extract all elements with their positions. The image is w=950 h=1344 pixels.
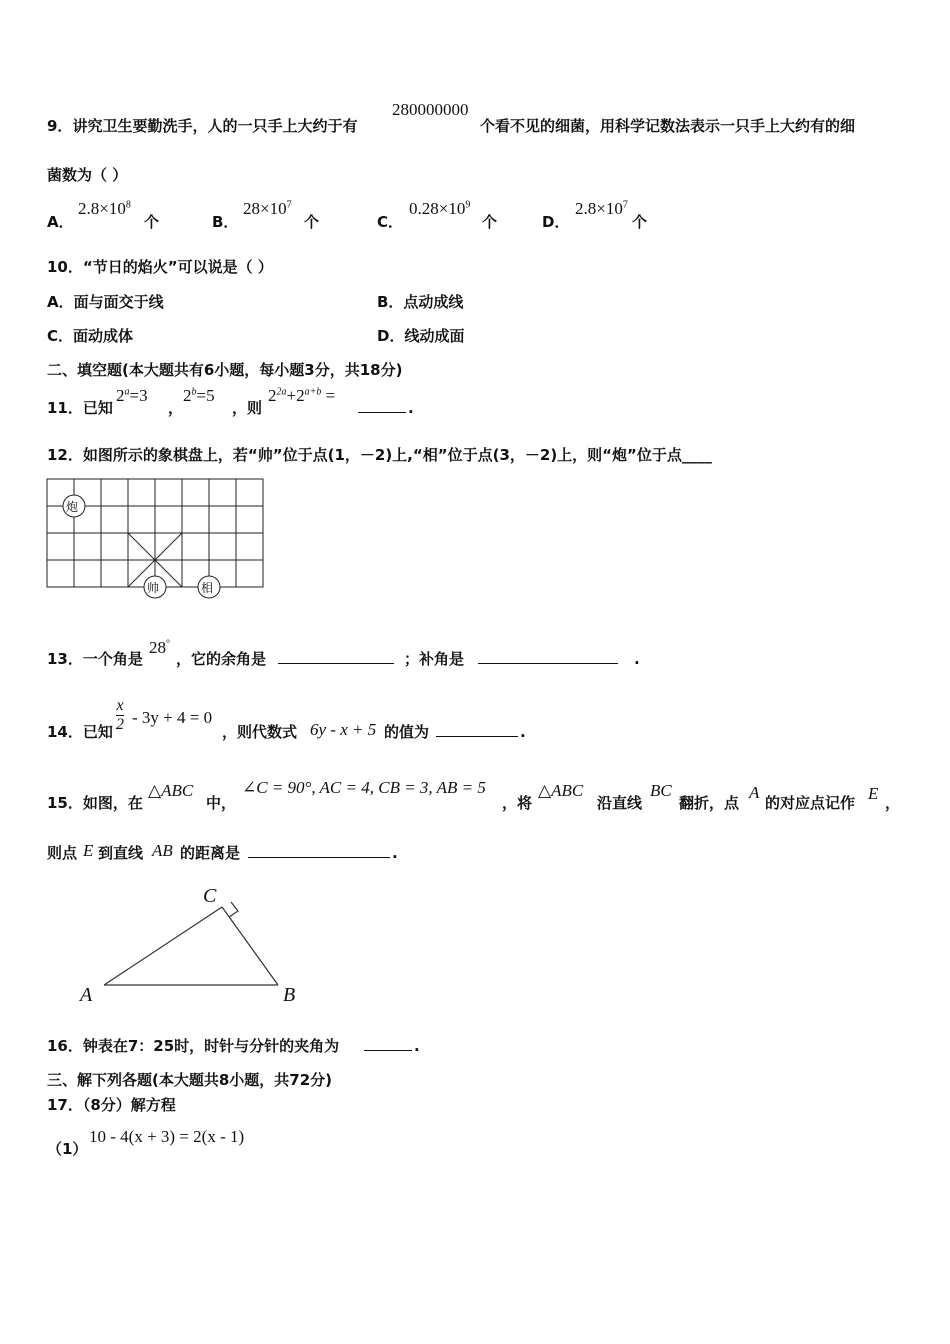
piece-shuai-label: 帅 [147,581,160,595]
q10-option-d: D．线动成面 [377,327,465,345]
q15-prefix: 15．如图，在 [47,794,143,812]
q15-conditions: ∠C = 90°, AC = 4, CB = 3, AB = 5 [242,778,486,797]
q13-prefix: 13．一个角是 [47,650,143,668]
q15-point-e-2: E [83,841,94,860]
q9-option-c-expr: $0.28\times 10^9$ [409,199,471,218]
q11-expr3: $2^{2a}+2^{a+b}$ = [268,386,336,405]
q14-fraction: $\frac{x}{2}$ [116,697,124,733]
q15-jiang: ，将 [502,794,533,812]
q16-stem: 16．钟表在7：25时，时针与分针的夹角为 [47,1037,340,1055]
q14-equation: - 3y + 4 = 0 [132,708,213,727]
q15-ab: AB [152,841,173,860]
q13-mid: ，它的余角是 [176,650,267,668]
q15-line2b: 到直线 [98,844,144,862]
q14-mid: ，则代数式 [222,723,298,741]
q14-end: . [520,723,526,741]
q15-along: 沿直线 [597,794,643,812]
q11-expr2: $2^b=5$ [183,386,215,405]
q9-number: 280000000 [392,100,469,119]
label-c: C [203,885,217,907]
q10-option-c: C．面动成体 [47,327,134,345]
section-3-heading: 三、解下列各题(本大题共8小题，共72分) [47,1071,333,1089]
q9-option-a: A． [47,213,74,231]
q15-answer-blank[interactable] [248,843,390,858]
q11-then: ，则 [232,399,263,417]
q13-complement-blank[interactable] [278,649,394,664]
piece-xiang-label: 相 [201,581,214,595]
q10-option-b: B．点动成线 [377,293,464,311]
q9-option-c: C． [377,213,404,231]
q16-end: . [414,1037,420,1055]
side-cb [222,907,278,985]
q12-stem: 12．如图所示的象棋盘上，若“帅”位于点(1，－2)上,“相”位于点(3，－2)上，则“炮”位于点____ [47,446,712,464]
right-angle-mark [229,902,238,917]
q9-option-b: B． [212,213,239,231]
q9-line1: 9．讲究卫生要勤洗手，人的一只手上大约于有 [47,117,358,135]
section-2-heading: 二、填空题(本大题共有6小题，每小题3分，共18分) [47,361,403,379]
q9-option-a-unit: 个 [144,213,160,231]
piece-pao-label: 炮 [66,500,79,514]
q15-corr: 的对应点记作 [765,794,856,812]
q13-angle: 28° [149,638,170,657]
q9-option-b-expr: $28\times 10^7$ [243,199,292,218]
q14-expression: 6y - x + 5 [310,720,377,739]
q9-option-b-unit: 个 [304,213,320,231]
q9-option-d-expr: $2.8\times 10^7$ [575,199,628,218]
q11-prefix: 11．已知 [47,399,113,417]
q17-title: 17．（8分）解方程 [47,1096,176,1114]
q9-line1-end: 个看不见的细菌，用科学记数法表示一只手上大约有的细 [480,117,856,135]
q9-option-d: D． [542,213,570,231]
q10-option-a: A．面与面交于线 [47,293,164,311]
q11-comma: ， [168,399,184,417]
q9-option-a-expr: $2.8\times 10^8$ [78,199,131,218]
q14-prefix: 14．已知 [47,723,113,741]
q9-line2: 菌数为（ ） [47,166,128,184]
side-ac [104,907,222,985]
q16-answer-blank[interactable] [364,1036,412,1051]
q13-end: . [634,650,640,668]
q14-answer-blank[interactable] [436,722,518,737]
q15-line2c: 的距离是 [180,844,241,862]
q9-option-d-unit: 个 [632,213,648,231]
q15-bc: BC [650,781,672,800]
q10-stem: 10．“节日的焰火”可以说是（ ） [47,258,273,276]
q15-comma: ， [885,794,901,812]
q9-option-c-unit: 个 [482,213,498,231]
q14-suffix: 的值为 [384,723,430,741]
q17-equation-1: 10 - 4(x + 3) = 2(x - 1) [89,1127,245,1146]
q13-supplement-blank[interactable] [478,649,618,664]
label-a: A [80,984,93,1006]
q11-answer-blank[interactable] [358,398,406,413]
q15-zhong: 中， [206,794,237,812]
q15-fold: 翻折，点 [679,794,740,812]
q15-triangle: △ABC [148,781,194,800]
q15-end: . [392,844,398,862]
q15-triangle-2: △ABC [538,781,584,800]
label-b: B [283,984,296,1006]
q11-end: . [408,399,414,417]
triangle-figure [78,880,308,1006]
q15-point-a: A [749,783,760,802]
q17-part1-label: （1） [47,1140,88,1158]
q15-line2a: 则点 [47,844,78,862]
q13-mid2: ；补角是 [404,650,465,668]
q15-point-e: E [868,784,879,803]
q11-expr1: $2^a=3$ [116,386,148,405]
